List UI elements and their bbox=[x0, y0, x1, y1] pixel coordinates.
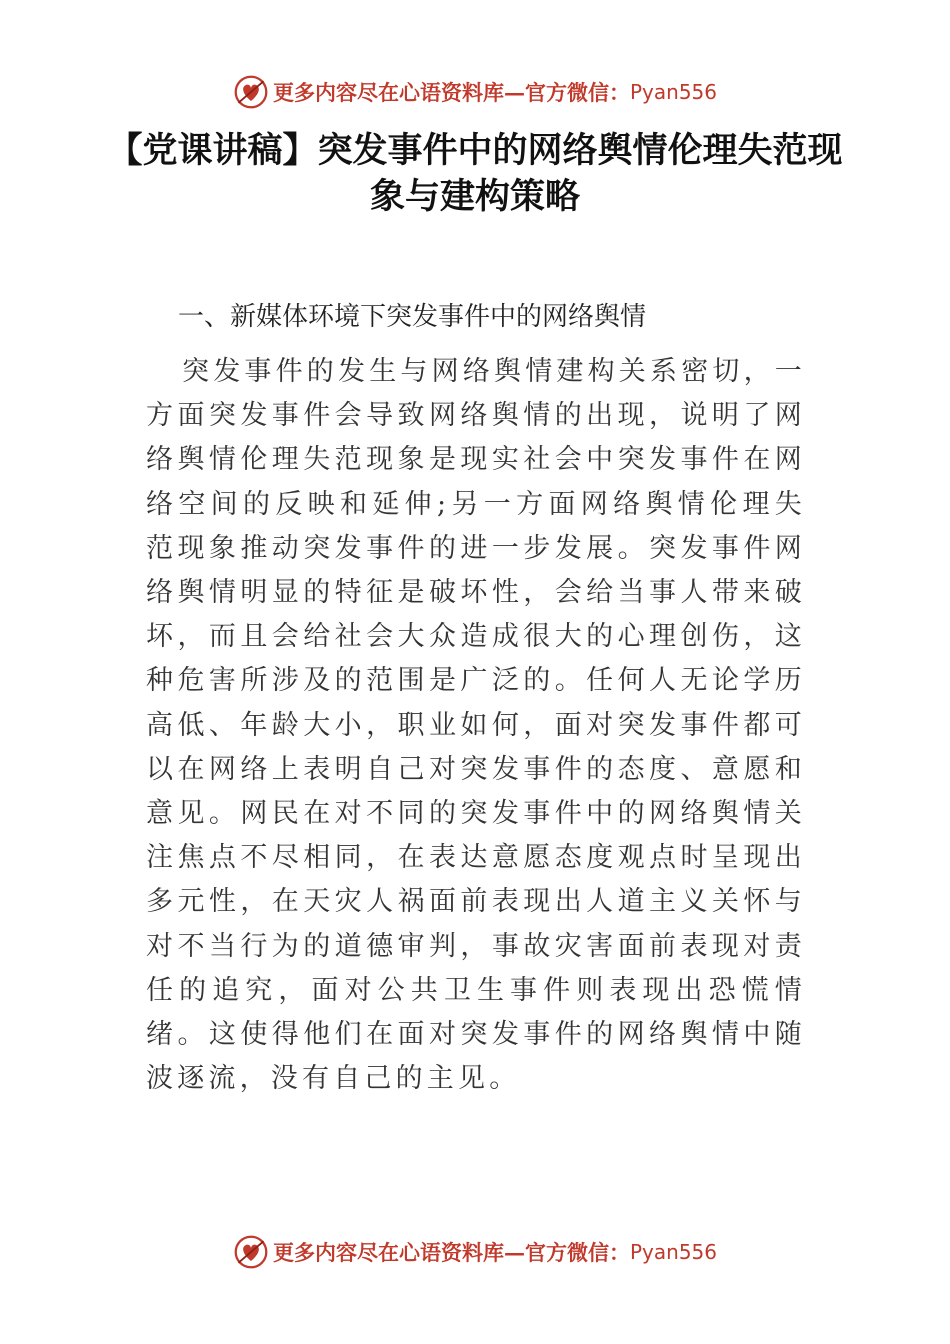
banner-contact: Pyan556 bbox=[629, 1240, 717, 1264]
heart-logo-icon bbox=[233, 74, 269, 110]
banner-text: 更多内容尽在心语资料库—官方微信： bbox=[272, 1240, 630, 1265]
header-banner bbox=[0, 72, 950, 112]
heart-logo-icon bbox=[233, 1234, 269, 1270]
page-title: 【党课讲稿】突发事件中的网络舆情伦理失范现象与建构策略 bbox=[107, 131, 843, 217]
body-paragraph: 突发事件的发生与网络舆情建构关系密切，一方面突发事件会导致网络舆情的出现，说明了网络舆情伦理失范现象是现实社会中突发事件在网络空间的反映和延伸;另一方面网络舆情伦理失范现象推动突发事件的进一步发展。突发事件网络舆情明显的特征是破坏性，会给当事人带来破坏，而且会给社会大众造成很大的心理创伤，这种危害所涉及的范围是广泛的。任何人无论学历高低、年龄大小，职业如何，面对突发事件都可以在网络上表明自己对突发事件的态度、意愿和意见。网民在对不同的突发事件中的网络舆情关注焦点不尽相同，在表达意愿态度观点时呈现出多元性，在天灾人祸面前表现出人道主义关怀与对不当行为的道德审判，事故灾害面前表现对责任的追究，面对公共卫生事件则表现出恐慌情绪。这使得他们在面对突发事件的网络舆情中随波逐流，没有自己的主见。 bbox=[146, 356, 806, 1095]
footer-banner bbox=[0, 1232, 950, 1272]
banner-contact: Pyan556 bbox=[629, 80, 717, 104]
banner-text: 更多内容尽在心语资料库—官方微信： bbox=[272, 80, 630, 105]
section-heading: 一、新媒体环境下突发事件中的网络舆情 bbox=[178, 302, 647, 332]
